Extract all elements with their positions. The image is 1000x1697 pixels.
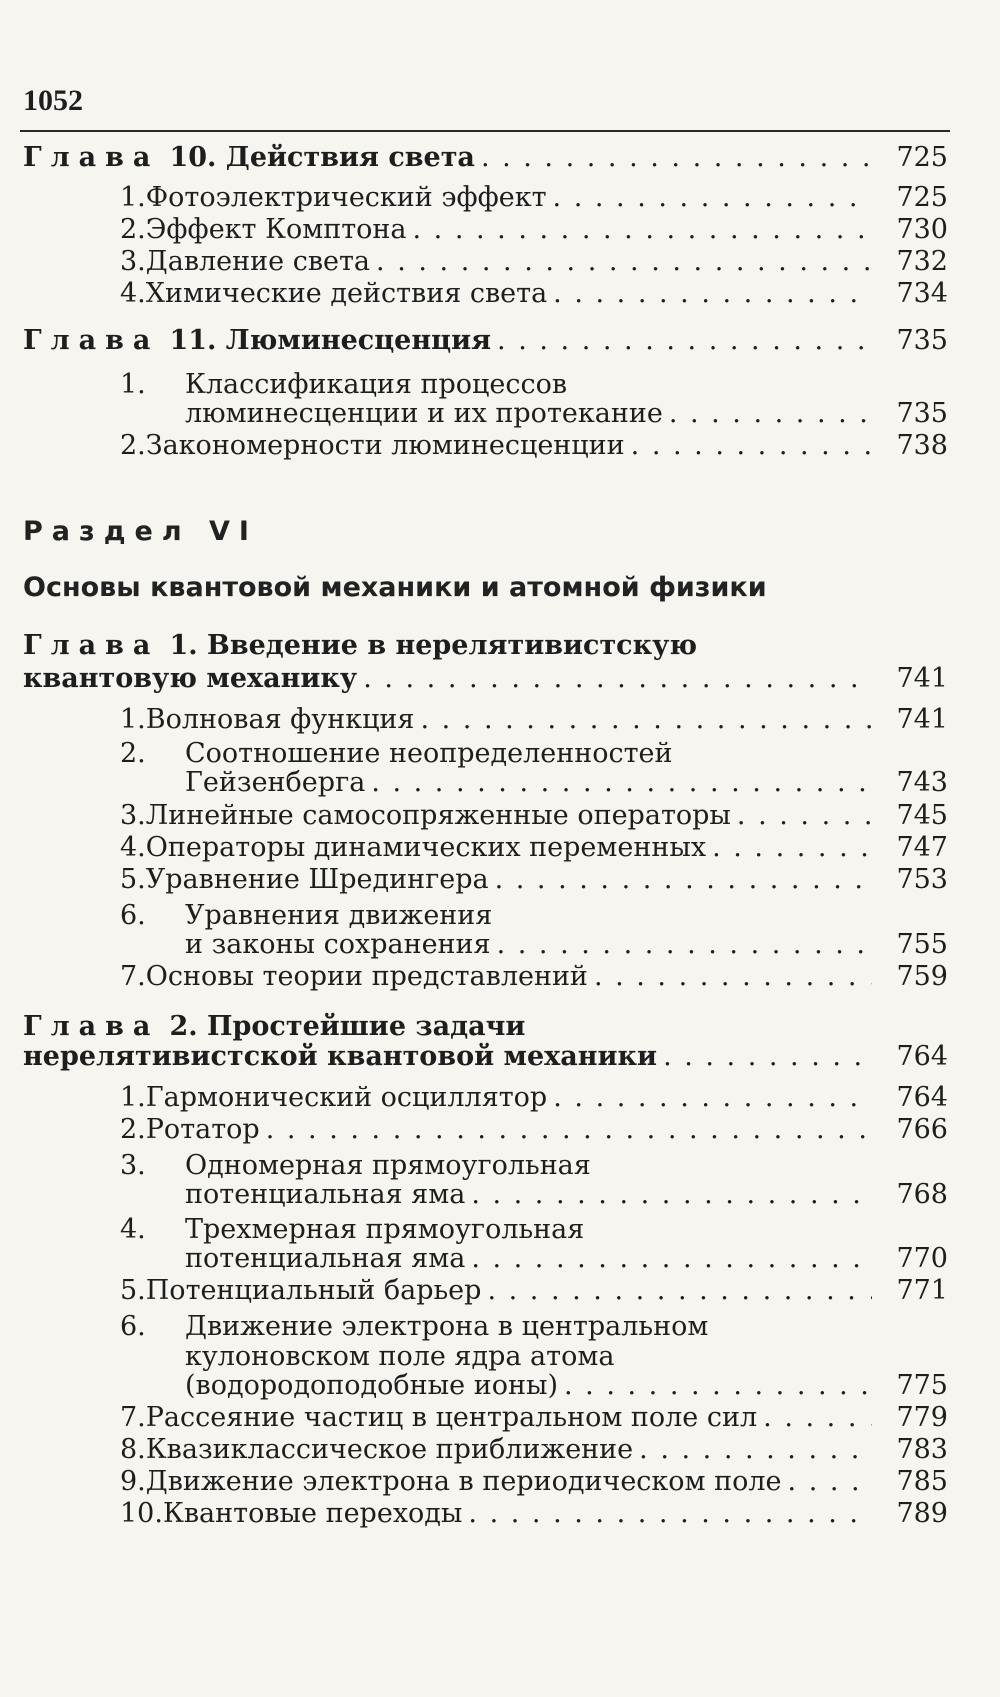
entry-page: 747 (896, 832, 948, 863)
chapter-entry (23, 325, 948, 357)
section-entry (120, 1402, 948, 1434)
entry-title-wrap (23, 630, 878, 662)
entry-page: 741 (896, 663, 948, 694)
entry-page: 732 (896, 246, 948, 277)
entry-title-wrap (146, 1466, 878, 1498)
entry-title-wrap (185, 1243, 878, 1275)
entry-title: 11. Люминесценция (169, 325, 492, 356)
entry-title: квантовую механику (23, 663, 358, 694)
section-entry (120, 430, 948, 462)
section-entry (120, 1114, 948, 1146)
entry-number: 4. (120, 832, 146, 863)
leader-dots (553, 182, 872, 214)
entry-title-wrap (146, 1434, 878, 1466)
section-entry-continued (185, 1370, 948, 1402)
entry-page: 730 (896, 214, 948, 245)
entry-title: Уравнения движения (185, 900, 493, 931)
entry-title: Уравнение Шредингера (145, 864, 489, 895)
leader-dots (495, 864, 872, 896)
leader-dots (788, 1466, 872, 1498)
entry-page: 785 (896, 1466, 948, 1497)
section-entry (120, 182, 948, 214)
entry-page: 783 (896, 1434, 948, 1465)
section-entry (120, 246, 948, 278)
chapter-word: Глава (23, 325, 160, 356)
entry-number: 1. (120, 369, 146, 400)
section-entry-continued (185, 929, 948, 961)
entry-page: 764 (896, 1082, 948, 1113)
leader-dots (471, 1243, 872, 1275)
leader-dots (413, 214, 873, 246)
entry-page: 725 (896, 142, 948, 173)
entry-title: Рассеяние частиц в центральном поле сил (145, 1402, 758, 1433)
leader-dots (763, 1402, 872, 1434)
page-number: 1052 (23, 84, 83, 117)
leader-dots (564, 1370, 872, 1402)
leader-dots (420, 704, 872, 736)
entry-number: 8. (120, 1434, 146, 1465)
entry-title-wrap (146, 278, 878, 310)
entry-title: 2. Простейшие задачи (169, 1011, 526, 1042)
entry-title: потенциальная яма (185, 1243, 466, 1274)
entry-title: 10. Действия света (169, 142, 475, 173)
section-entry (120, 738, 948, 770)
entry-number: 3. (120, 800, 146, 831)
entry-title-wrap (146, 182, 878, 214)
entry-title: потенциальная яма (185, 1179, 466, 1210)
section-entry (120, 900, 948, 932)
section-entry-continued (185, 1179, 948, 1211)
entry-number: 10. (120, 1498, 163, 1529)
entry-title-wrap (185, 929, 878, 961)
chapter-entry (23, 142, 948, 174)
entry-title: Закономерности люминесценции (145, 430, 625, 461)
section-title: Основы квантовой механики и атомной физики (23, 572, 767, 603)
leader-dots (481, 142, 872, 174)
entry-title-wrap (185, 369, 878, 401)
entry-number: 2. (120, 1114, 146, 1145)
entry-title: Движение электрона в периодическом поле (145, 1466, 782, 1497)
entry-title-wrap (185, 1341, 878, 1373)
entry-title: Классификация процессов (185, 369, 568, 400)
entry-title: люминесценции и их протекание (185, 398, 663, 429)
entry-number: 4. (120, 278, 146, 309)
leader-dots (371, 767, 872, 799)
section-entry-continued (185, 1341, 948, 1373)
entry-number: 2. (120, 738, 146, 769)
section-entry (120, 278, 948, 310)
entry-page: 734 (896, 278, 948, 309)
chapter-entry-continued (23, 663, 948, 695)
entry-number: 3. (120, 1150, 146, 1181)
section-heading: Раздел VI (23, 516, 258, 547)
entry-page: 738 (896, 430, 948, 461)
entry-title: и законы сохранения (185, 929, 491, 960)
section-entry (120, 961, 948, 993)
entry-title-wrap (146, 246, 878, 278)
leader-dots (553, 278, 872, 310)
entry-title-wrap (146, 832, 878, 864)
entry-page: 779 (896, 1402, 948, 1433)
entry-number: 1. (120, 704, 146, 735)
entry-title-wrap (146, 1275, 878, 1307)
entry-title-wrap (163, 1498, 878, 1530)
section-entry (120, 1311, 948, 1343)
chapter-word: Глава (23, 630, 160, 661)
entry-title: Фотоэлектрический эффект (145, 182, 547, 213)
entry-title-wrap (23, 663, 878, 695)
section-entry (120, 832, 948, 864)
entry-title-wrap (185, 1370, 878, 1402)
entry-page: 743 (896, 767, 948, 798)
entry-title: Соотношение неопределенностей (185, 738, 673, 769)
entry-title: нерелятивистской квантовой механики (23, 1041, 658, 1072)
entry-page: 759 (896, 961, 948, 992)
leader-dots (497, 325, 872, 357)
section-entry (120, 1214, 948, 1246)
section-entry (120, 1150, 948, 1182)
entry-title-wrap (185, 398, 878, 430)
leader-dots (669, 398, 872, 430)
entry-number: 7. (120, 961, 146, 992)
section-entry (120, 800, 948, 832)
entry-title-wrap (146, 864, 878, 896)
entry-title-wrap (146, 961, 878, 993)
section-entry (120, 1082, 948, 1114)
entry-title: Гармонический осциллятор (145, 1082, 548, 1113)
chapter-word: Глава (23, 142, 160, 173)
entry-page: 735 (896, 398, 948, 429)
entry-title-wrap (146, 800, 878, 832)
header-rule (20, 130, 950, 132)
entry-number: 6. (120, 1311, 146, 1342)
leader-dots (737, 800, 872, 832)
entry-page: 771 (896, 1275, 948, 1306)
entry-title-wrap (185, 767, 878, 799)
section-entry (120, 1466, 948, 1498)
chapter-entry-continued (23, 1041, 948, 1073)
entry-title: Химические действия света (145, 278, 548, 309)
entry-title-wrap (146, 1114, 878, 1146)
chapter-entry (23, 1011, 948, 1043)
entry-title: Одномерная прямоугольная (185, 1150, 591, 1181)
entry-title: Квазиклассическое приближение (145, 1434, 634, 1465)
entry-title: Потенциальный барьер (145, 1275, 482, 1306)
entry-title: Движение электрона в центральном (185, 1311, 709, 1342)
entry-title-wrap (185, 1214, 878, 1246)
entry-page: 745 (896, 800, 948, 831)
section-entry (120, 704, 948, 736)
leader-dots (712, 832, 872, 864)
entry-title: Трехмерная прямоугольная (185, 1214, 585, 1245)
section-entry-continued (185, 1243, 948, 1275)
leader-dots (376, 246, 872, 278)
entry-page: 789 (896, 1498, 948, 1529)
entry-number: 7. (120, 1402, 146, 1433)
entry-page: 755 (896, 929, 948, 960)
leader-dots (487, 1275, 872, 1307)
leader-dots (594, 961, 872, 993)
entry-title-wrap (146, 1402, 878, 1434)
entry-title-wrap (23, 1011, 878, 1043)
leader-dots (363, 663, 872, 695)
entry-title-wrap (185, 900, 878, 932)
section-entry (120, 214, 948, 246)
section-entry-continued (185, 398, 948, 430)
entry-title: Волновая функция (145, 704, 415, 735)
section-entry-continued (185, 767, 948, 799)
leader-dots (497, 929, 872, 961)
section-entry (120, 864, 948, 896)
entry-page: 770 (896, 1243, 948, 1274)
entry-number: 5. (120, 1275, 146, 1306)
entry-title-wrap (23, 1041, 878, 1073)
entry-title-wrap (23, 142, 878, 174)
leader-dots (471, 1179, 872, 1211)
entry-title-wrap (185, 738, 878, 770)
entry-title: Давление света (145, 246, 371, 277)
chapter-word: Глава (23, 1011, 160, 1042)
leader-dots (553, 1082, 872, 1114)
entry-title-wrap (185, 1311, 878, 1343)
leader-dots (266, 1114, 872, 1146)
entry-number: 3. (120, 246, 146, 277)
entry-title-wrap (23, 325, 878, 357)
entry-page: 725 (896, 182, 948, 213)
entry-page: 741 (896, 704, 948, 735)
section-entry (120, 1434, 948, 1466)
entry-title: Основы теории представлений (145, 961, 588, 992)
entry-page: 768 (896, 1179, 948, 1210)
entry-title-wrap (146, 214, 878, 246)
entry-number: 1. (120, 182, 146, 213)
entry-number: 2. (120, 214, 146, 245)
entry-page: 735 (896, 325, 948, 356)
entry-number: 4. (120, 1214, 146, 1245)
entry-title: Операторы динамических переменных (145, 832, 707, 863)
leader-dots (468, 1498, 872, 1530)
entry-number: 5. (120, 864, 146, 895)
entry-title: (водородоподобные ионы) (185, 1370, 558, 1401)
section-entry (120, 1275, 948, 1307)
entry-title: Квантовые переходы (162, 1498, 463, 1529)
leader-dots (639, 1434, 872, 1466)
entry-number: 2. (120, 430, 146, 461)
leader-dots (631, 430, 872, 462)
entry-page: 753 (896, 864, 948, 895)
entry-number: 9. (120, 1466, 146, 1497)
entry-title-wrap (146, 704, 878, 736)
section-entry (120, 369, 948, 401)
entry-page: 766 (896, 1114, 948, 1145)
entry-title: Гейзенберга (185, 767, 366, 798)
entry-number: 1. (120, 1082, 146, 1113)
section-entry (120, 1498, 948, 1530)
entry-title: Эффект Комптона (145, 214, 407, 245)
entry-title: кулоновском поле ядра атома (185, 1341, 615, 1372)
entry-title: Ротатор (145, 1114, 260, 1145)
entry-title-wrap (146, 1082, 878, 1114)
entry-title-wrap (185, 1179, 878, 1211)
chapter-entry (23, 630, 948, 662)
entry-number: 6. (120, 900, 146, 931)
entry-page: 775 (896, 1370, 948, 1401)
entry-title-wrap (185, 1150, 878, 1182)
entry-title: Линейные самосопряженные операторы (145, 800, 731, 831)
entry-page: 764 (896, 1041, 948, 1072)
entry-title-wrap (146, 430, 878, 462)
leader-dots (663, 1041, 872, 1073)
entry-title: 1. Введение в нерелятивистскую (169, 630, 698, 661)
